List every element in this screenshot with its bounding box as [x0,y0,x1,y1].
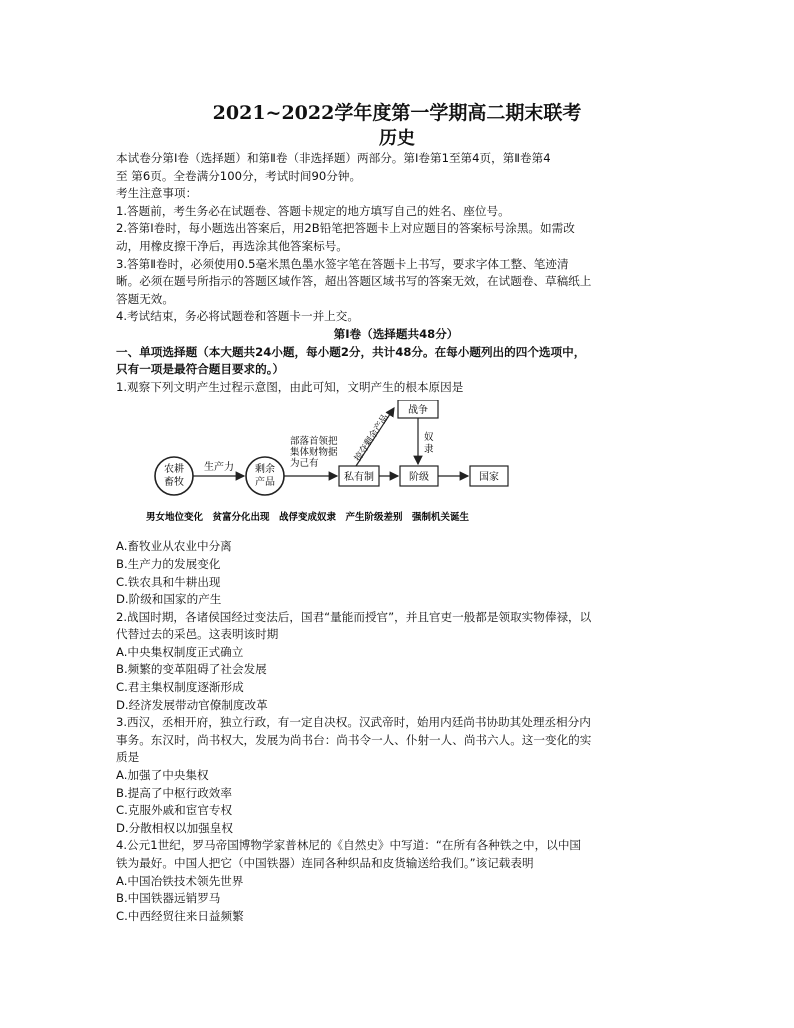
class-label: 阶级 [409,472,429,484]
question-2-option: A.中央集权制度正式确立 [116,644,244,659]
notice-title: 考生注意事项： [116,186,198,201]
notice-item: 晰。必须在题号所指示的答题区域作答，超出答题区域书写的答案无效，在试题卷、草稿纸上 [116,274,592,289]
diagram-caption: 男女地位变化 贫富分化出现 战俘变成奴隶 产生阶级差别 强制机关诞生 [146,512,470,524]
question-3-option: B.提高了中枢行政效率 [116,785,232,800]
question-4-option: C.中西经贸往来日益频繁 [116,908,244,923]
question-4-stem: 铁为最好。中国人把它（中国铁器）连同各种织品和皮货输送给我们。”该记载表明 [116,856,534,870]
question-1-stem: 1.观察下列文明产生过程示意图，由此可知，文明产生的根本原因是 [116,379,464,394]
question-3-stem: 3.西汉，丞相开府，独立行政，有一定自决权。汉武帝时，始用内廷尚书协助其处理丞相分内 [116,715,591,730]
notice-item: 1.答题前，考生务必在试题卷、答题卡规定的地方填写自己的姓名、座位号。 [116,203,510,218]
section-heading: 一、单项选择题（本大题共24小题，每小题2分，共计48分。在每小题列出的四个选项中， [116,344,586,359]
question-1-option: C.铁农具和牛耕出现 [116,574,221,589]
notice-item: 动，用橡皮擦干净后，再选涂其他答案标号。 [116,238,348,253]
section-heading: 只有一项是最符合题目要求的。） [116,362,285,377]
surplus-node [246,457,284,495]
question-3-option: D.分散相权以加强皇权 [116,820,233,835]
exam-subject: 历史 [379,128,415,149]
edge-slaves: 隶 [424,444,434,456]
notice-item: 答题无效。 [116,291,174,306]
question-3-stem: 事务。东汉时，尚书权大，发展为尚书台：尚书令一人、仆射一人、尚书六人。这一变化的实 [116,732,592,747]
edge-chiefs: 集体财物据 [290,447,338,459]
notice-item: 2.答第Ⅰ卷时，每小题选出答案后，用2B铅笔把答题卡上对应题目的答案标号涂黑。如需改 [116,221,575,236]
question-2-option: B.频繁的变革阻碍了社会发展 [116,662,267,677]
intro-line: 本试卷分第Ⅰ卷（选择题）和第Ⅱ卷（非选择题）两部分。第Ⅰ卷第1至第4页，第Ⅱ卷第4 [116,151,551,165]
private-label: 私有制 [344,472,374,484]
civilization-flowchart [116,400,676,536]
question-3-stem: 质是 [116,750,140,765]
question-2-stem: 2.战国时期，各诸侯国经过变法后，国君“量能而授官”，并且官吏一般都是领取实物俸禄，以 [116,609,592,624]
section-title: 第Ⅰ卷（选择题共48分） [333,326,459,341]
farming-node [155,457,193,495]
intro-line: 至 第6页。全卷满分100分，考试时间90分钟。 [116,168,362,183]
civilization-diagram [116,400,676,536]
edge-plunder: 掠夺剩余产品 [353,413,391,464]
edge-chiefs: 为己有 [290,458,319,470]
notice-item: 4.考试结束，务必将试题卷和答题卡一并上交。 [116,309,359,324]
farming-label: 畜牧 [164,477,184,489]
question-3-option: A.加强了中央集权 [116,768,209,783]
farming-label: 农耕 [164,464,184,476]
question-2-option: D.经济发展带动官僚制度改革 [116,697,268,712]
state-label: 国家 [479,472,499,484]
surplus-label: 产品 [255,477,275,489]
question-4-option: A.中国冶铁技术领先世界 [116,873,244,888]
question-2-option: C.君主集权制度逐渐形成 [116,680,244,695]
question-3-option: C.克服外戚和宦官专权 [116,803,233,818]
question-2-stem: 代替过去的采邑。这表明该时期 [116,627,279,642]
war-label: 战争 [408,405,428,417]
edge-chiefs: 部落首领把 [290,436,338,448]
surplus-label: 剩余 [255,464,275,476]
exam-body [116,150,676,925]
notice-item: 3.答第Ⅱ卷时，必须使用0.5毫米黑色墨水签字笔在答题卡上书写，要求字体工整、笔迹清 [116,256,569,271]
question-4-stem: 4.公元1世纪，罗马帝国博物学家普林尼的《自然史》中写道：“在所有各种铁之中，以中国 [116,838,582,853]
edge-productivity: 生产力 [204,462,234,474]
exam-title: 2021~2022学年度第一学期高二期末联考 [212,102,582,124]
question-4-option: B.中国铁器远销罗马 [116,891,221,906]
question-1-option: B.生产力的发展变化 [116,556,221,571]
question-1-option: A.畜牧业从农业中分离 [116,539,232,554]
edge-slaves: 奴 [424,432,434,444]
question-1-option: D.阶级和国家的产生 [116,592,222,607]
